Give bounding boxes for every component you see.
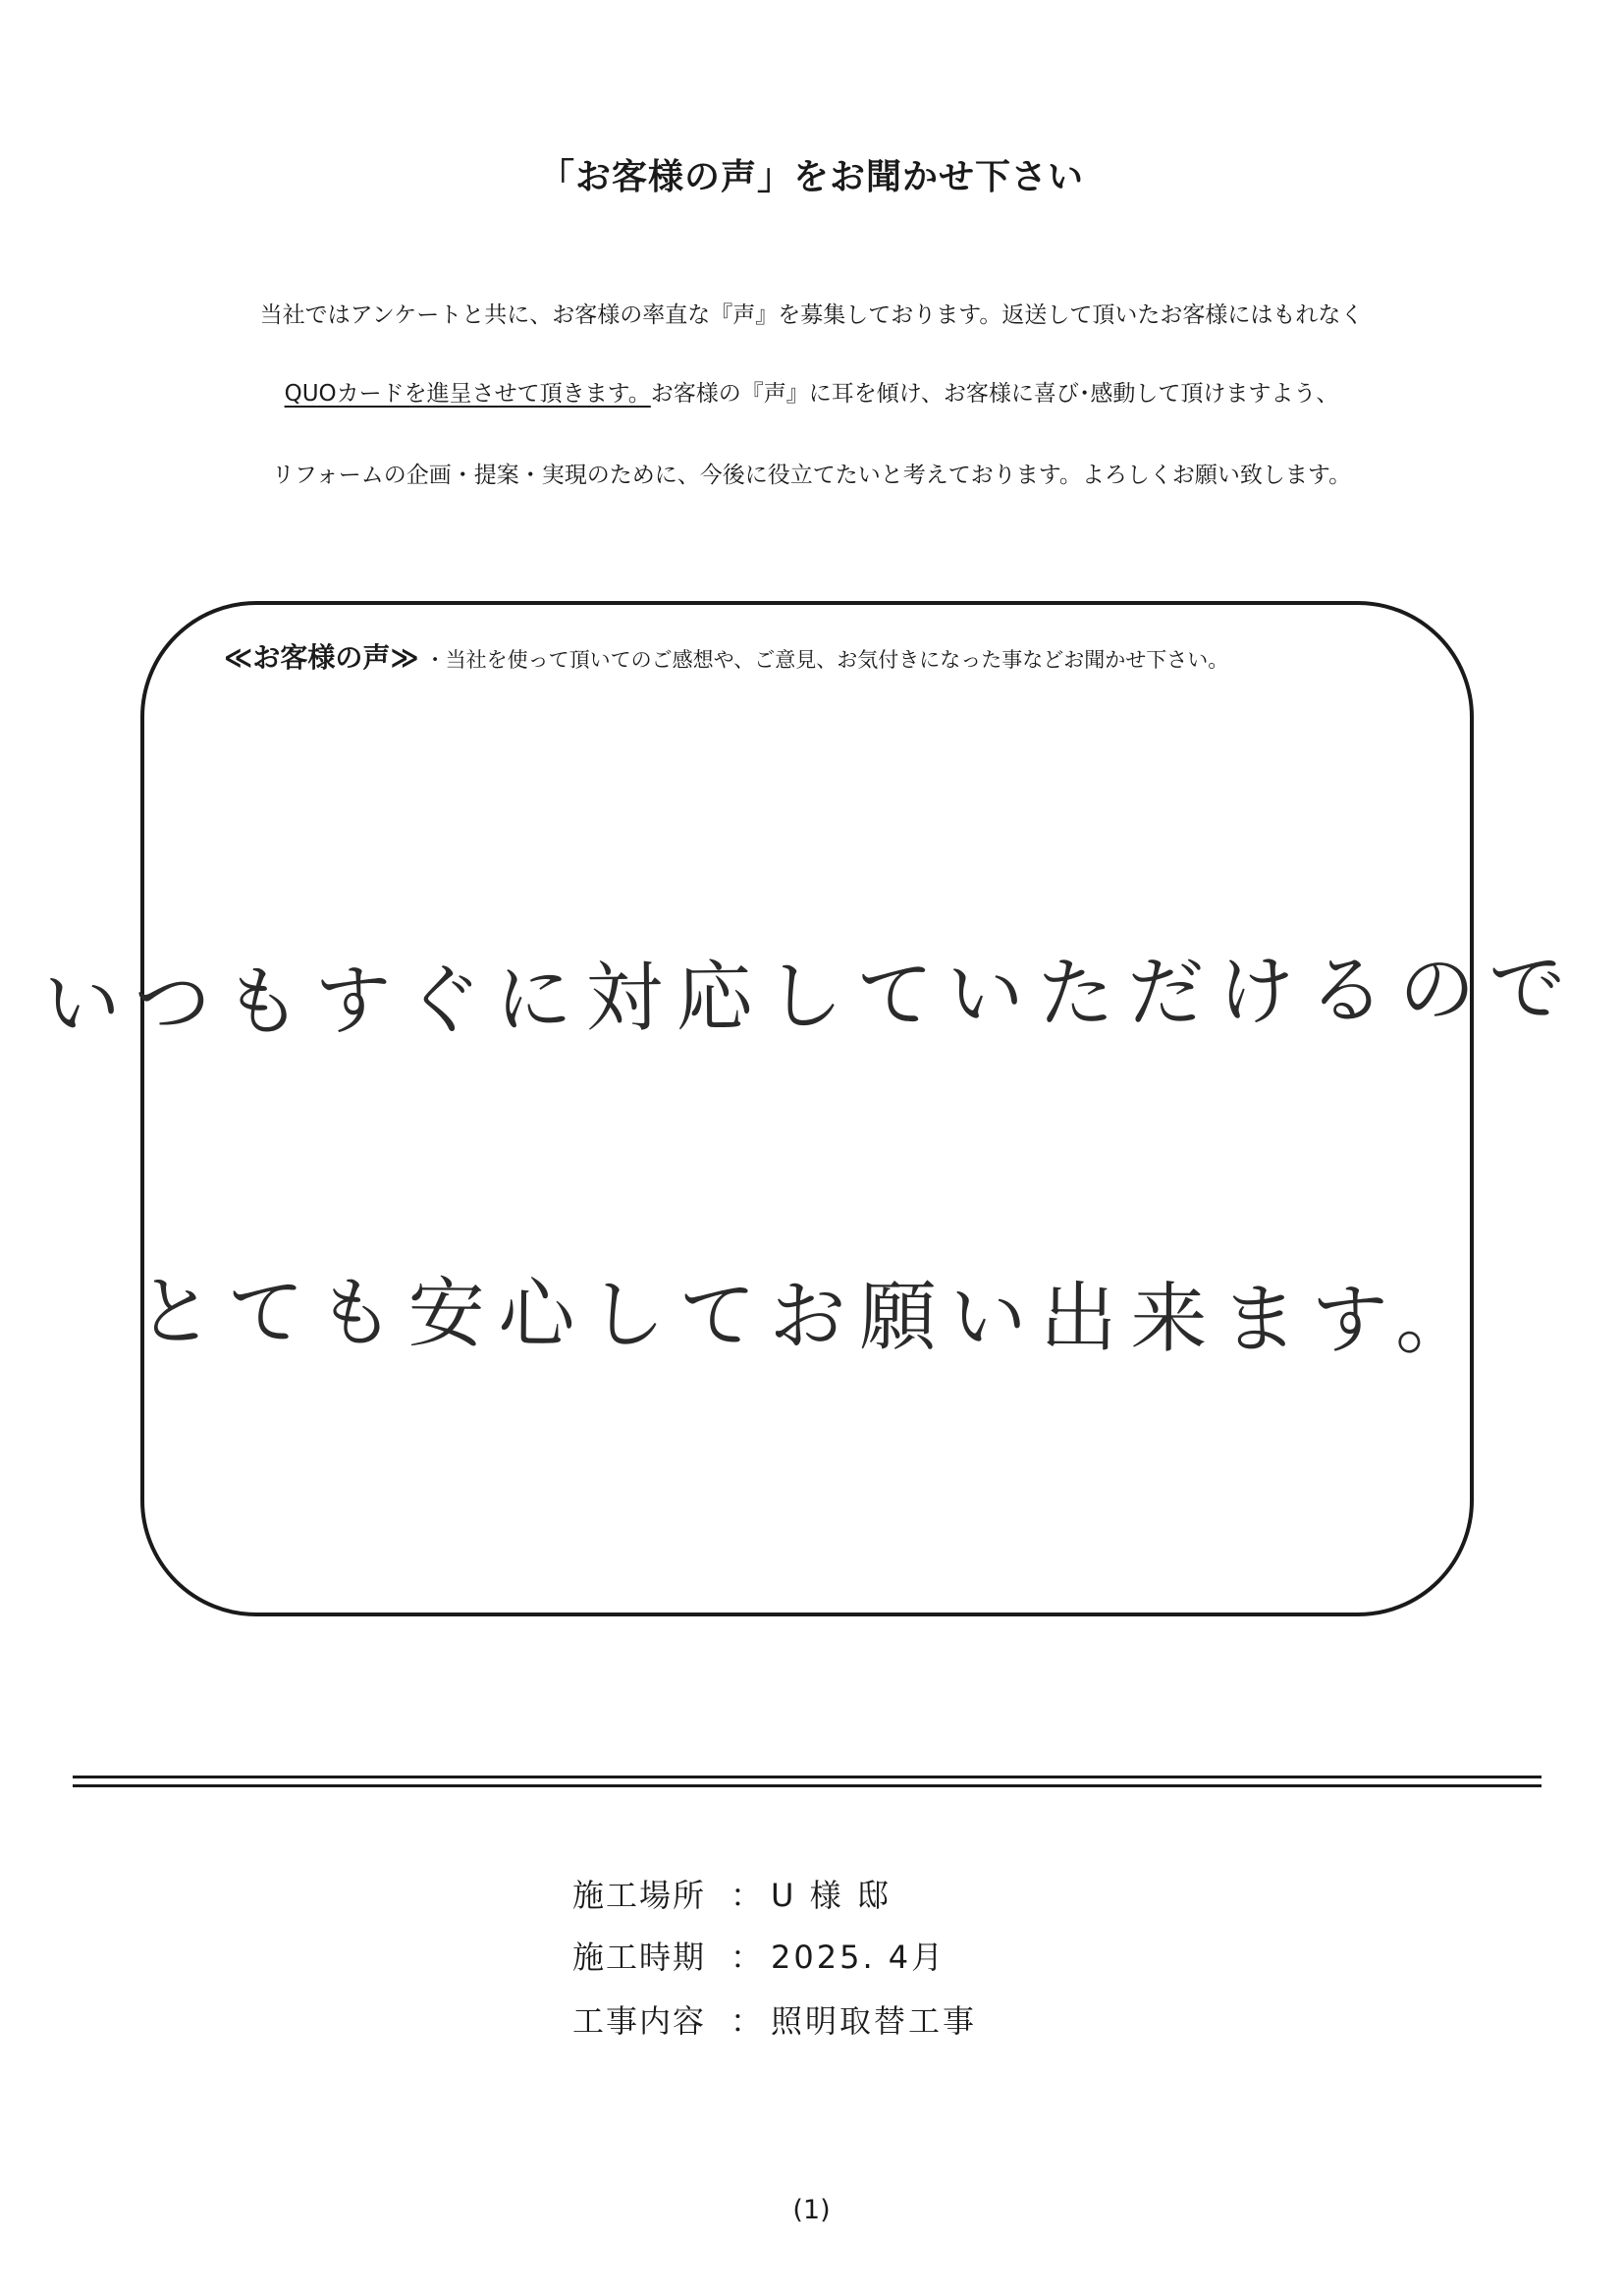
quo-card-notice: QUOカードを進呈させて頂きます。 [284,381,651,407]
content-separator: ： [730,2002,762,2040]
location-value: U 様 邸 [771,1877,892,1914]
intro-line-2 [0,375,1623,408]
info-row-location [572,1871,892,1916]
divider-bottom [73,1784,1542,1787]
customer-voice-prompt: ・当社を使って頂いてのご感想や、ご意見、お気付きになった事などお聞かせ下さい。 [424,648,1229,672]
intro-line-3: リフォームの企画・提案・実現のために、今後に役立てたいと考えております。よろしくお願い致します。 [271,463,1352,488]
content-label: 工事内容 [572,2002,707,2040]
handwritten-comment-line-2: とても安心してお願い出来ます。 [136,1268,1487,1366]
location-separator: ： [730,1877,762,1914]
divider-top [73,1776,1542,1778]
intro-line-1: 当社ではアンケートと共に、お客様の率直な『声』を募集しております。返送して頂いたお客様にはもれなく [259,302,1364,328]
content-value: 照明取替工事 [771,2002,978,2040]
intro-line-2-rest: お客様の『声』に耳を傾け、お客様に喜び･感動して頂けますよう、 [650,381,1339,407]
info-row-period [572,1933,946,1978]
info-row-content [572,1996,977,2042]
period-label: 施工時期 [572,1939,707,1976]
handwritten-comment-line-1: いつもすぐに対応していただけるので [43,944,1581,1050]
page-title: 「お客様の声」をお聞かせ下さい [538,157,1084,197]
customer-voice-label: ≪お客様の声≫ [224,641,419,674]
customer-voice-box [140,601,1474,1616]
location-label: 施工場所 [572,1877,707,1914]
customer-voice-header [224,636,1228,676]
period-separator: ： [730,1939,762,1976]
period-value: 2025. 4月 [771,1939,947,1976]
page-number: (1) [792,2195,831,2225]
